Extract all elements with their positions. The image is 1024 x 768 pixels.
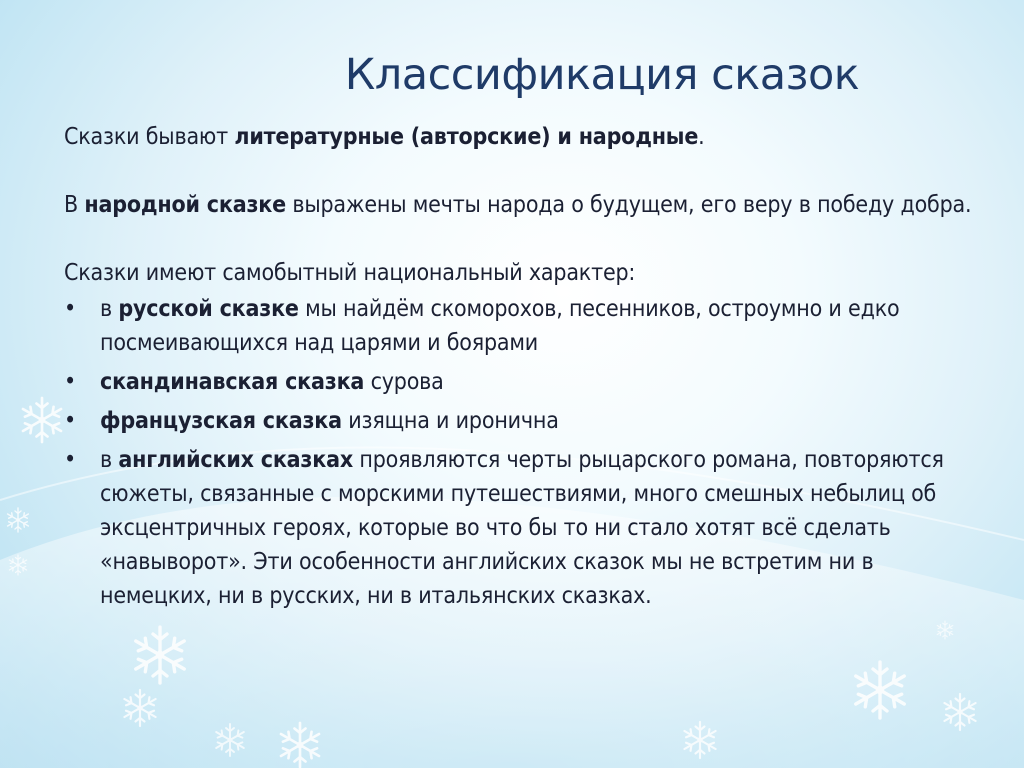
- bullet-icon: •: [64, 408, 77, 434]
- snowflake-icon: [23, 398, 61, 442]
- national-character-paragraph: Сказки имеют самобытный национальный характер:: [64, 260, 636, 286]
- bullet-icon: •: [64, 369, 77, 395]
- bullet-icon: •: [64, 296, 77, 322]
- list-item: • скандинавская сказка сурова: [64, 365, 989, 399]
- bullet-icon: •: [64, 447, 77, 473]
- folk-tale-paragraph: В народной сказке выражены мечты народа о будущем, его веру в победу добра.: [64, 192, 972, 218]
- list-item: • в английских сказках проявляются черты рыцарского романа, повторяются сюжеты, связанные с морскими путешествиями, много смешных небылиц об эксцентричных героях, которые во что бы то ни стало хотят всё сделать «навыворот». Эти особенности английских сказок мы не встретим ни в немецких, ни в русских, ни в итальянских сказках.: [64, 443, 989, 613]
- list-item: • в русской сказке мы найдём скоморохов, песенников, остроумно и едко посмеивающихся над царями и боярами: [64, 292, 989, 360]
- list-item: • французская сказка изящна и иронична: [64, 404, 989, 438]
- snowflake-icon: [8, 508, 29, 532]
- slide-title: Классификация сказок: [344, 50, 860, 100]
- slide-content: [64, 120, 989, 618]
- intro-paragraph: Сказки бывают литературные (авторские) и народные.: [64, 124, 705, 150]
- tale-characteristics-list: [64, 292, 989, 613]
